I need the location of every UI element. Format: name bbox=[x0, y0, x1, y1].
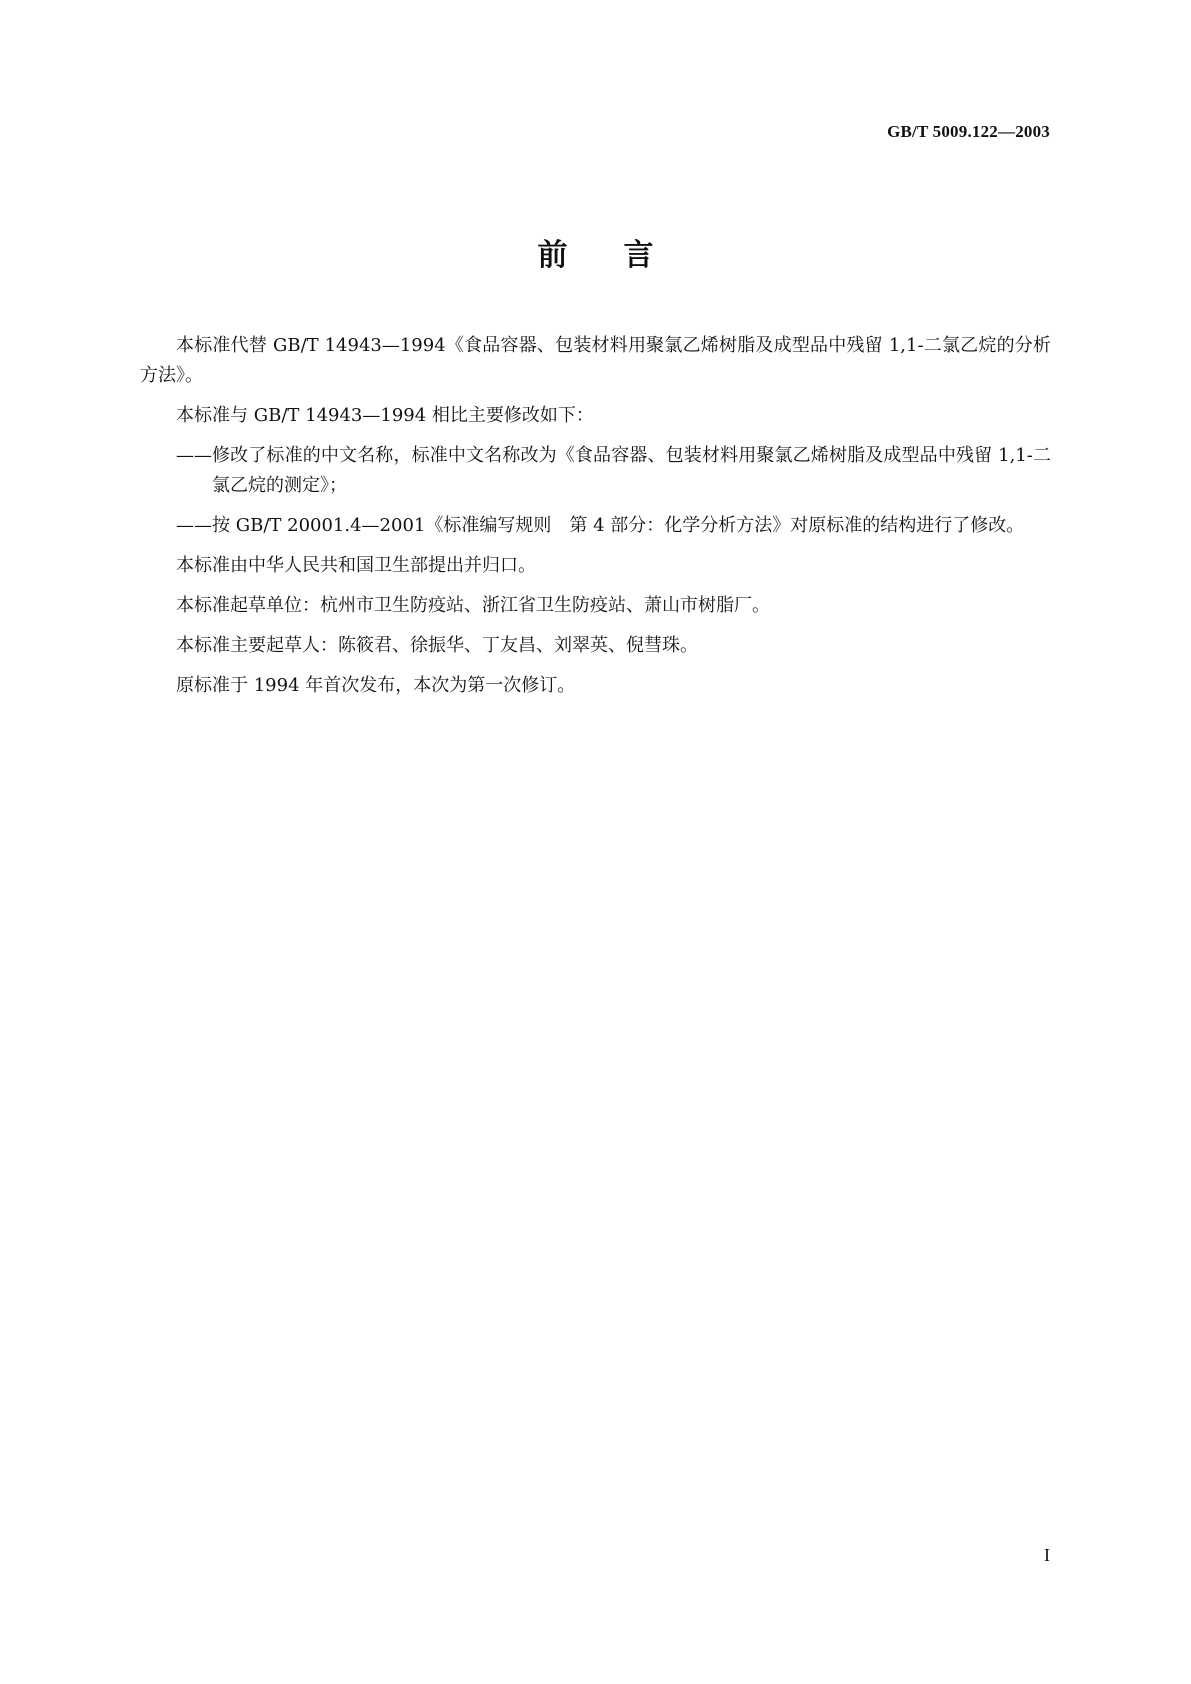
paragraph-drafters: 本标准主要起草人：陈筱君、徐振华、丁友昌、刘翠英、倪彗珠。 bbox=[176, 635, 698, 656]
paragraph-replacement: 本标准代替 GB/T 14943—1994《食品容器、包装材料用聚氯乙烯树脂及成型品中残留 1,1-二氯乙烷的分析方法》。 bbox=[140, 335, 1051, 386]
page-title: 前言 bbox=[537, 238, 710, 273]
change-text: 修改了标准的中文名称，标准中文名称改为《食品容器、包装材料用聚氯乙烯树脂及成型品中残留 1,1-二氯乙烷的测定》； bbox=[212, 445, 1051, 496]
paragraph-drafting-units: 本标准起草单位：杭州市卫生防疫站、浙江省卫生防疫站、萧山市树脂厂。 bbox=[176, 595, 770, 616]
standard-code-header: GB/T 5009.122—2003 bbox=[887, 122, 1050, 141]
change-item bbox=[140, 441, 1051, 501]
dash-marker: —— bbox=[176, 445, 212, 466]
dash-marker: —— bbox=[176, 515, 212, 536]
page-number: I bbox=[1044, 1545, 1050, 1565]
paragraph-changes-intro: 本标准与 GB/T 14943—1994 相比主要修改如下： bbox=[176, 405, 594, 426]
paragraph-proposer: 本标准由中华人民共和国卫生部提出并归口。 bbox=[176, 555, 536, 576]
foreword-body bbox=[140, 331, 1051, 711]
paragraph-history: 原标准于 1994 年首次发布，本次为第一次修订。 bbox=[176, 675, 576, 696]
change-item bbox=[140, 511, 1051, 541]
change-text: 按 GB/T 20001.4—2001《标准编写规则 第 4 部分：化学分析方法》对原标准的结构进行了修改。 bbox=[212, 515, 1025, 536]
